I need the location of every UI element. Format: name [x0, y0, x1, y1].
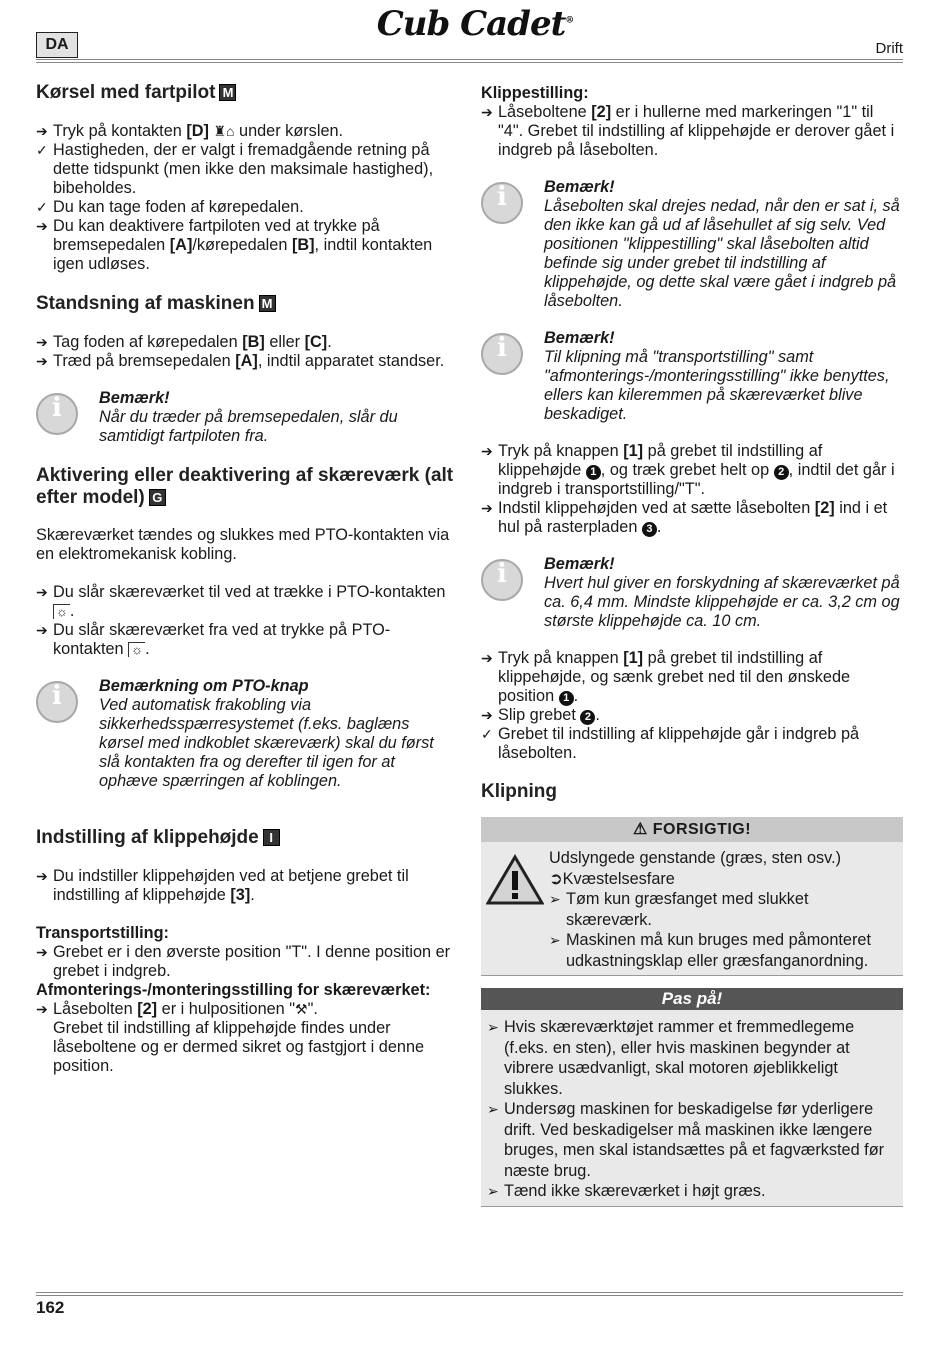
- arrow-icon: ➲: [549, 869, 563, 888]
- list-item: ➔ Du slår skæreværket fra ved at trykke på PTO-kontakten ☼ .: [36, 621, 391, 658]
- step-number: 1: [559, 691, 574, 706]
- arrow-icon: ➔: [36, 334, 48, 350]
- section-label: Drift: [875, 40, 903, 57]
- section-heading-mowing: Klipning: [481, 781, 557, 802]
- warning-icon: ⚠: [632, 821, 648, 838]
- chevron-icon: ➢: [487, 1183, 499, 1199]
- step-number: 2: [580, 710, 595, 725]
- arrow-icon: ➔: [36, 123, 48, 139]
- section-heading-cutting-height: Indstilling af klippehøjde I: [36, 827, 454, 849]
- chevron-icon: ➢: [549, 891, 561, 907]
- arrow-icon: ➔: [36, 584, 48, 600]
- list-item: ➢ Tøm kun græsfanget med slukket skæreværk.: [549, 890, 809, 929]
- list-item: ✓ Hastigheden, der er valgt i fremadgående retning på dette tidspunkt (men ikke den maksimale hastighed), bibeholdes.: [36, 141, 434, 197]
- caution-box: [481, 817, 903, 976]
- paragraph: Skæreværket tændes og slukkes med PTO-kontakten via en elektromekanisk kobling.: [36, 526, 450, 563]
- list-item: ➔ Tryk på kontakten [D] ♜⌂ under kørslen.: [36, 122, 344, 140]
- list-item: ➔ Tryk på knappen [1] på grebet til indstilling af klippehøjde, og sænk grebet ned til den ønskede position 1 .: [481, 649, 851, 705]
- note-title: Bemærkning om PTO-knap: [99, 677, 309, 695]
- section-heading-cruise: Kørsel med fartpilot M: [36, 82, 454, 104]
- arrow-icon: ➔: [481, 443, 493, 459]
- list-item: ➔ Træd på bremsepedalen [A], indtil apparatet standser.: [36, 352, 445, 370]
- list-item: ➔ Låseboltene [2] er i hullerne med markeringen "1" til "4". Grebet til indstilling af klippehøjde er derover gået i indgreb på låsebolten.: [481, 103, 895, 159]
- model-badge: G: [149, 489, 166, 506]
- left-column: [36, 82, 454, 1076]
- list-item: ➔ Du kan deaktivere fartpiloten ved at trykke på bremsepedalen [A]/kørepedalen [B], indtil kontakten igen udløses.: [36, 217, 433, 273]
- section-heading-mower-deck: Aktivering eller deaktivering af skæreværk (alt efter model) G: [36, 465, 454, 508]
- note-box: [481, 329, 903, 424]
- step-number: 1: [586, 465, 601, 480]
- model-badge: M: [219, 84, 236, 101]
- arrow-icon: ➔: [481, 104, 493, 120]
- list-item: ➢ Hvis skæreværktøjet rammer et fremmedlegeme (f.eks. en sten), eller hvis maskinen begynder at vibrere usædvanligt, skal motoren øjeblikkeligt slukkes.: [487, 1018, 855, 1098]
- info-icon: [36, 681, 78, 723]
- language-badge: DA: [36, 32, 78, 58]
- arrow-icon: ➔: [36, 944, 48, 960]
- note-title: Bemærk!: [544, 555, 615, 573]
- note-box: [481, 555, 903, 631]
- arrow-icon: ➔: [36, 353, 48, 369]
- info-icon: [481, 182, 523, 224]
- section-heading-stopping: Standsning af maskinen M: [36, 293, 454, 315]
- attention-box: [481, 988, 903, 1207]
- chevron-icon: ➢: [487, 1101, 499, 1117]
- step-number: 3: [642, 522, 657, 537]
- paragraph: Grebet til indstilling af klippehøjde findes under låseboltene og er dermed sikret og fastgjort i denne position.: [53, 1019, 425, 1075]
- pto-icon: ☼: [53, 604, 70, 619]
- note-box: [36, 677, 454, 791]
- subheading: Afmonterings-/monteringsstilling for skæreværket:: [36, 981, 431, 999]
- list-item: ✓ Du kan tage foden af kørepedalen.: [36, 198, 304, 216]
- chevron-icon: ➢: [487, 1019, 499, 1035]
- note-box: [481, 178, 903, 311]
- caution-text: Udslyngede genstande (græs, sten osv.): [549, 849, 842, 867]
- list-item: ➔ Du indstiller klippehøjden ved at betjene grebet til indstilling af klippehøjde [3].: [36, 867, 409, 904]
- checkmark-icon: ✓: [481, 726, 493, 742]
- right-column: [481, 84, 903, 1207]
- caution-text: Kvæstelsesfare: [562, 869, 675, 888]
- header-rule-2: [36, 62, 903, 63]
- arrow-icon: ➔: [36, 218, 48, 234]
- arrow-icon: ➔: [36, 1001, 48, 1017]
- warning-triangle-icon: [486, 854, 544, 906]
- list-item: ➔ Tag foden af kørepedalen [B] eller [C].: [36, 333, 332, 351]
- list-item: ➢ Maskinen må kun bruges med påmonteret udkastningsklap eller græsfanganordning.: [549, 931, 871, 970]
- list-item: ➢ Tænd ikke skæreværket i højt græs.: [487, 1182, 766, 1200]
- info-icon: [481, 559, 523, 601]
- attention-header: Pas på!: [481, 988, 903, 1010]
- page-number: 162: [36, 1298, 65, 1317]
- list-item: ➔ Grebet er i den øverste position "T". I denne position er grebet i indgreb.: [36, 943, 451, 980]
- note-title: Bemærk!: [544, 178, 615, 196]
- header-rule-1: [36, 59, 903, 60]
- list-item: ➔ Tryk på knappen [1] på grebet til indstilling af klippehøjde 1 , og træk grebet helt op 2 , indtil det går i indgreb i transportstilling/"T".: [481, 442, 895, 498]
- arrow-icon: ➔: [481, 650, 493, 666]
- list-item: ➔ Du slår skæreværket til ved at trække i PTO-kontakten ☼ .: [36, 583, 446, 620]
- info-icon: [36, 393, 78, 435]
- list-item: ➢ Undersøg maskinen for beskadigelse før yderligere drift. Ved beskadigelser må maskinen ikke længere bruges, men skal istandsættes på et fagværksted før næste brug.: [487, 1100, 885, 1180]
- list-item: ➔ Låsebolten [2] er i hulpositionen "⚒".: [36, 1000, 318, 1018]
- list-item: ➔ Slip grebet 2 .: [481, 706, 600, 724]
- subheading: Transportstilling:: [36, 924, 169, 942]
- checkmark-icon: ✓: [36, 142, 48, 158]
- note-box: [36, 389, 454, 446]
- brand-logo: Cub Cadet®: [376, 4, 574, 44]
- footer-rule-1: [36, 1292, 903, 1293]
- note-text: Låsebolten skal drejes nedad, når den er sat i, så den ikke kan gå ud af låsehullet af sig selv. Ved positionen "klippestilling" skal låsebolten altid befinde sig under grebet til indstilling af klippehøjde, og dette skal være gået i indgreb på låsebolten.: [544, 197, 900, 310]
- arrow-icon: ➔: [36, 622, 48, 638]
- note-text: Hvert hul giver en forskydning af skæreværket på ca. 6,4 mm. Mindste klippehøjde er ca. 3,2 cm og største klippehøjde ca. 10 cm.: [544, 574, 900, 630]
- pto-icon: ☼: [128, 642, 145, 657]
- note-title: Bemærk!: [544, 329, 615, 347]
- cruise-switch-icon: ♜⌂: [213, 123, 235, 139]
- model-badge: I: [263, 829, 280, 846]
- note-text: Til klipning må "transportstilling" samt "afmonterings-/monteringsstilling" ikke benyttes, ellers kan kileremmen på skæreværket blive beskadiget.: [544, 348, 890, 423]
- note-text: Når du træder på bremsepedalen, slår du samtidigt fartpiloten fra.: [99, 408, 398, 445]
- chevron-icon: ➢: [549, 932, 561, 948]
- subheading: Klippestilling:: [481, 84, 589, 102]
- caution-header: ⚠ FORSIGTIG!: [481, 817, 903, 842]
- info-icon: [481, 333, 523, 375]
- wrench-icon: ⚒: [295, 1001, 308, 1017]
- note-text: Ved automatisk frakobling via sikkerhedsspærresystemet (f.eks. baglæns kørsel med indkoblet skæreværk) skal du først slå kontakten fra og derefter til igen for at ophæve spærringen af koblingen.: [99, 696, 434, 790]
- list-item: ➔ Indstil klippehøjden ved at sætte låsebolten [2] ind i et hul på rasterpladen 3 .: [481, 499, 888, 536]
- footer-rule-2: [36, 1295, 903, 1296]
- arrow-icon: ➔: [481, 500, 493, 516]
- arrow-icon: ➔: [36, 868, 48, 884]
- checkmark-icon: ✓: [36, 199, 48, 215]
- arrow-icon: ➔: [481, 707, 493, 723]
- list-item: ✓ Grebet til indstilling af klippehøjde går i indgreb på låsebolten.: [481, 725, 860, 762]
- step-number: 2: [774, 465, 789, 480]
- note-title: Bemærk!: [99, 389, 170, 407]
- model-badge: M: [259, 295, 276, 312]
